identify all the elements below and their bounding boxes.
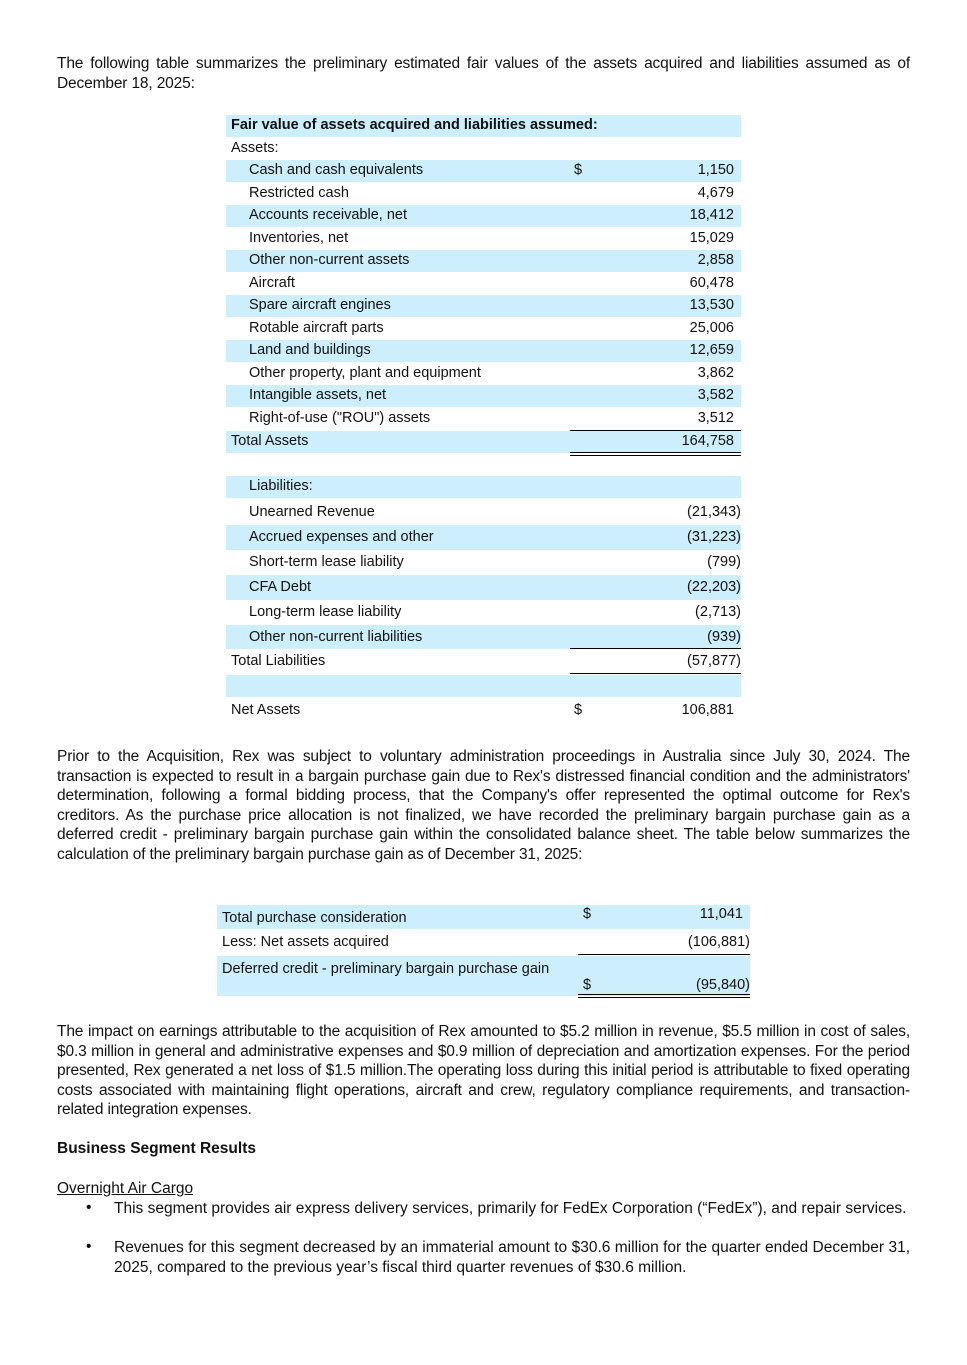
- row-value: (106,881): [687, 934, 750, 950]
- bullet-icon: •: [86, 1199, 92, 1216]
- net-assets-value: 106,881: [681, 702, 734, 718]
- subtotal-rule: [570, 648, 741, 649]
- row-value: 4,679: [697, 185, 734, 201]
- row-label: Total purchase consideration: [222, 910, 407, 926]
- row-label: Long-term lease liability: [249, 604, 402, 620]
- table-row: [226, 273, 741, 295]
- currency-symbol: $: [574, 702, 583, 718]
- net-assets-row: [226, 699, 741, 723]
- table-row: [226, 340, 741, 362]
- currency-symbol: $: [583, 906, 592, 922]
- row-label: Cash and cash equivalents: [249, 162, 424, 178]
- row-value: 60,478: [689, 275, 734, 291]
- row-label: Restricted cash: [249, 185, 349, 201]
- list-item: Revenues for this segment decreased by an immaterial amount to $30.6 million for the quarter ended December 31, 2025, compared to the previous year’s fiscal third quarter revenues of $30.6 million.: [114, 1239, 910, 1276]
- table-row: [226, 183, 741, 205]
- table-title-row: [226, 115, 741, 137]
- total-liabilities-value: (57,877): [686, 653, 741, 669]
- row-value: 1,150: [697, 162, 734, 178]
- row-value: (2,713): [695, 604, 741, 620]
- segment-subheading: Overnight Air Cargo: [57, 1180, 194, 1197]
- row-value: (939): [707, 629, 741, 645]
- row-label: Right-of-use ("ROU") assets: [249, 410, 431, 426]
- table-row: [226, 363, 741, 385]
- row-label: Intangible assets, net: [249, 387, 387, 403]
- table-row: [226, 525, 741, 550]
- currency-symbol: $: [574, 162, 583, 178]
- row-label: Deferred credit - preliminary bargain purchase gain: [222, 961, 550, 977]
- row-value: (31,223): [686, 529, 741, 545]
- table-row: [226, 408, 741, 430]
- table-row: [226, 160, 741, 182]
- list-item: This segment provides air express delivery services, primarily for FedEx Corporation (“FedEx”), and repair services.: [114, 1200, 907, 1217]
- row-value: 2,858: [697, 252, 734, 268]
- row-value: 15,029: [689, 230, 734, 246]
- bargain-purchase-table: [217, 905, 750, 997]
- table-row: [226, 228, 741, 250]
- table-row: [226, 500, 741, 525]
- table-row: [217, 905, 750, 929]
- row-value: 3,582: [697, 387, 734, 403]
- row-label: Spare aircraft engines: [249, 297, 391, 313]
- table-row: [226, 295, 741, 317]
- total-double-rule: [570, 452, 741, 456]
- row-label: Rotable aircraft parts: [249, 320, 384, 336]
- table-row: [226, 600, 741, 625]
- net-assets-label: Net Assets: [231, 702, 301, 718]
- liabilities-header: Liabilities:: [249, 478, 313, 494]
- row-value: 3,512: [697, 410, 734, 426]
- total-assets-label: Total Assets: [231, 433, 309, 449]
- row-label: Accounts receivable, net: [249, 207, 407, 223]
- table-row: [226, 575, 741, 600]
- row-value: (22,203): [686, 579, 741, 595]
- table-row: [217, 956, 750, 996]
- intro-paragraph: The following table summarizes the preliminary estimated fair values of the assets acquired and liabilities assumed as of December 18, 2025:: [57, 55, 910, 92]
- table-title: Fair value of assets acquired and liabilities assumed:: [231, 117, 598, 133]
- section-heading: Business Segment Results: [57, 1140, 256, 1157]
- row-label: Other non-current liabilities: [249, 629, 423, 645]
- row-label: Land and buildings: [249, 342, 371, 358]
- total-liabilities-row: [226, 650, 741, 674]
- spacer-row: [226, 675, 741, 697]
- table-row: [217, 931, 750, 955]
- row-value: (799): [707, 554, 741, 570]
- table-row: [226, 205, 741, 227]
- row-value: 3,862: [697, 365, 734, 381]
- bullet-icon: •: [86, 1238, 92, 1255]
- row-label: Accrued expenses and other: [249, 529, 434, 545]
- assets-header-row: [226, 138, 741, 160]
- total-liabilities-label: Total Liabilities: [231, 653, 326, 669]
- row-value: 25,006: [689, 320, 734, 336]
- table-row: [226, 318, 741, 340]
- row-label: Short-term lease liability: [249, 554, 404, 570]
- row-label: Unearned Revenue: [249, 504, 375, 520]
- total-assets-value: 164,758: [681, 433, 734, 449]
- table-row: [226, 385, 741, 407]
- table-row: [226, 550, 741, 575]
- row-value: 11,041: [699, 906, 743, 922]
- total-assets-row: [226, 431, 741, 453]
- assets-header: Assets:: [231, 140, 279, 156]
- liabilities-header-row: [226, 476, 741, 498]
- row-label: Other property, plant and equipment: [249, 365, 481, 381]
- fair-value-table: [226, 115, 741, 725]
- impact-paragraph: The impact on earnings attributable to the acquisition of Rex amounted to $5.2 million in revenue, $5.5 million in cost of sales, $0.3 million in general and administrative expenses and $0.9 million of depreciation and amortization expenses. For the period presented, Rex generated a net loss of $1.5 million.The operating loss during this initial period is attributable to fixed operating costs associated with maintaining flight operations, aircraft and crew, regulatory compliance requirements, and transaction-related integration expenses.: [57, 1023, 910, 1118]
- row-label: Less: Net assets acquired: [222, 934, 389, 950]
- table-row: [226, 250, 741, 272]
- row-value: 18,412: [689, 207, 734, 223]
- table-row: [226, 625, 741, 649]
- acquisition-paragraph: Prior to the Acquisition, Rex was subject to voluntary administration proceedings in Australia since July 30, 2024. The transaction is expected to result in a bargain purchase gain due to Rex's distressed financial condition and the administrators' determination, following a formal bidding process, that the Company's offer represented the optimal outcome for Rex's creditors. As the purchase price allocation is not finalized, we have recorded the preliminary bargain purchase gain as a deferred credit - preliminary bargain purchase gain within the consolidated balance sheet. The table below summarizes the calculation of the preliminary bargain purchase gain as of December 31, 2025:: [57, 748, 910, 863]
- row-value: 12,659: [689, 342, 734, 358]
- row-value: (21,343): [686, 504, 741, 520]
- currency-symbol: $: [583, 977, 592, 993]
- row-label: CFA Debt: [249, 579, 312, 595]
- row-label: Aircraft: [249, 275, 295, 291]
- row-value: 13,530: [689, 297, 734, 313]
- row-value: (95,840): [695, 977, 750, 993]
- subtotal-rule: [578, 954, 750, 955]
- row-label: Other non-current assets: [249, 252, 410, 268]
- row-label: Inventories, net: [249, 230, 349, 246]
- total-double-rule: [578, 994, 750, 998]
